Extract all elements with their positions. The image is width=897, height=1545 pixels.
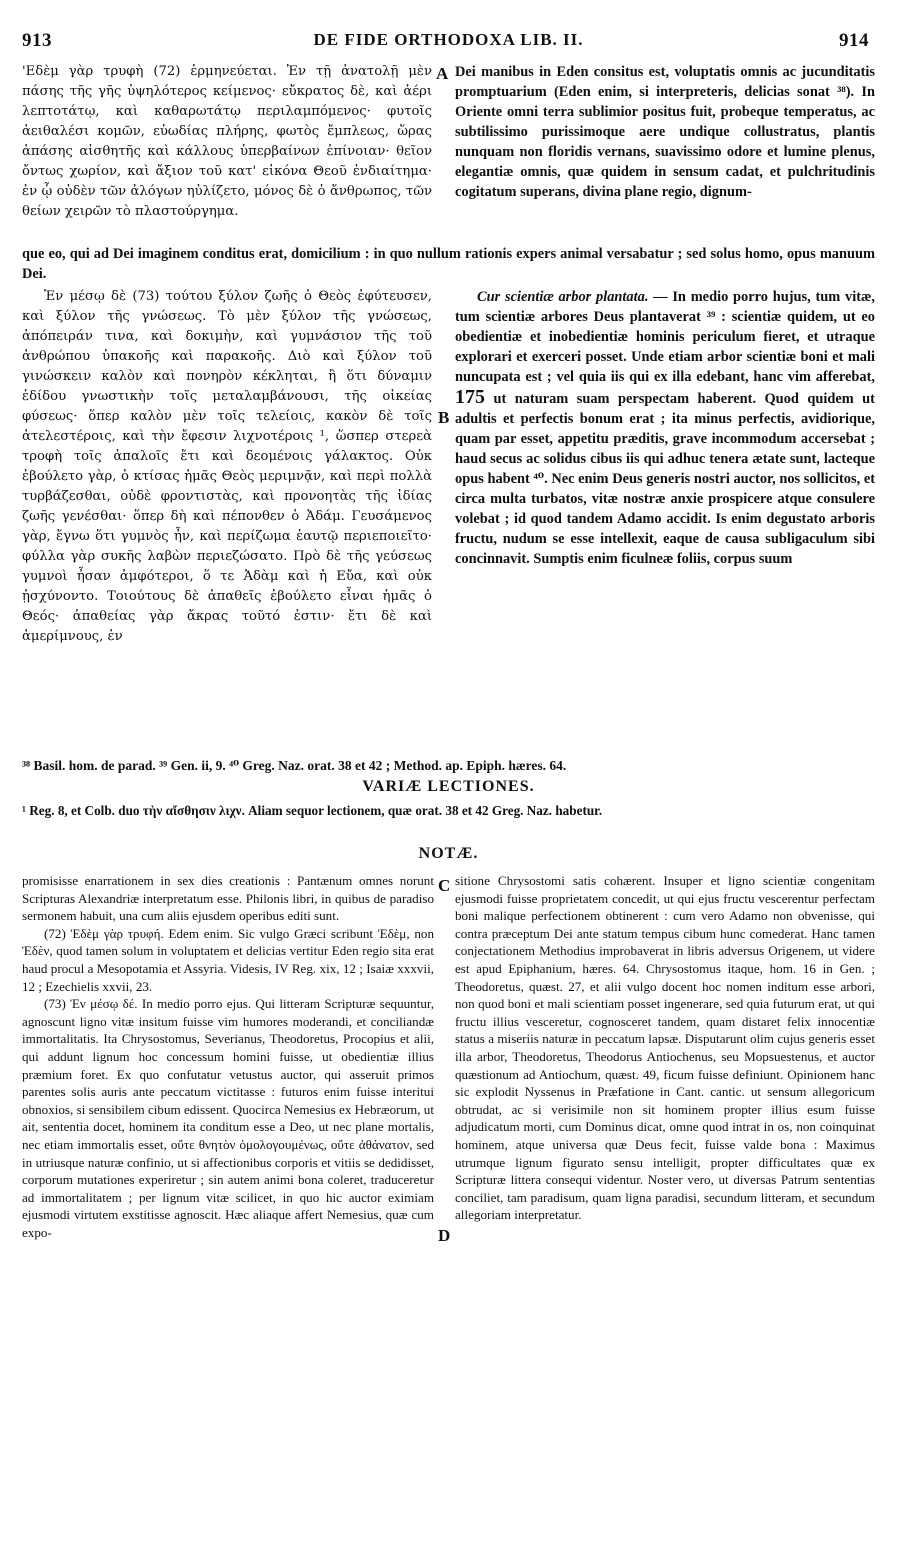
note-72: (72) Ἐδὲμ γὰρ τρυφή. Edem enim. Sic vulgo Græci scribunt Ἐδὲμ, non Ἐδὲν, quod tamen solum in voluptatem et delicias vertitur Eden regio sita erat haud procul a Mesopotamia et Assyria. Videsis, IV Reg. xix, 12 ; Isaiæ xxxvii, 12 ; Ezechielis xxvii, 23. [22, 925, 434, 994]
footnotes: ³⁸ Basil. hom. de parad. ³⁹ Gen. ii, 9. ⁴⁰ Greg. Naz. orat. 38 et 42 ; Method. ap. Epiph. hæres. 64. [22, 758, 567, 773]
variae-lectiones-heading: VARIÆ LECTIONES. [362, 778, 535, 795]
greek-column-mid [22, 287, 432, 747]
greek-paragraph-paradise: 'Εδὲμ γὰρ τρυφὴ (72) ἑρμηνεύεται. Ἐν τῇ ἀνατολῇ μὲν πάσης τῆς γῆς ὑψηλότερος κείμενος· εὔκρατος δὲ, καὶ ἀέρι λεπτοτάτῳ, καὶ καθαρωτάτῳ περιλαμπόμενος· φυτοῖς ἀειθαλέσι κομῶν, εὐωδίας πλήρης, φωτὸς ἔμπλεως, ὥρας ἁπάσης αἰσθητῆς καὶ κάλλους ὑπερβαίνων ἐπίνοιαν· θεῖον ὄντως χωρίον, καὶ ἄξιον τοῦ κατ' εἰκόνα Θεοῦ ἐνδιαίτημα· ἐν ᾧ οὐδὲν τῶν ἀλόγων ηὐλίζετο, μόνος δὲ ὁ ἄνθρωπος, τῶν θείων χειρῶν τὸ πλαστούργημα. [22, 64, 432, 219]
greek-column-top [22, 62, 432, 244]
greek-paragraph-trees: Ἐν μέσῳ δὲ (73) τούτου ξύλον ζωῆς ὁ Θεὸς ἐφύτευσεν, καὶ ξύλον τῆς γνώσεως. Τὸ μὲν ξύλον τῆς γνώσεως, ἀπόπειράν τινα, καὶ δοκιμὴν, καὶ γυμνάσιον τῆς τοῦ ἀνθρώπου ὑπακοῆς καὶ παρακοῆς. Διὸ καὶ ξύλον τοῦ γινώσκειν καλὸν καὶ πονηρὸν κέκληται, ἢ ὅτι δύναμιν ἐδίδου γνωστικὴν τοῖς μεταλαμβάνουσι, τῆς οἰκείας φύσεως· ὅπερ καλὸν μὲν τοῖς τελείοις, κακὸν δὲ τοῖς ἀτελεστέροις, καὶ τὴν ἔφεσιν λιχνοτέροις ¹, ὥσπερ στερεὰ τροφὴ τοῖς ἁπαλοῖς ἔτι καὶ δεομένοις γάλακτος. Οὐκ ἐβούλετο γὰρ, ὁ κτίσας ἡμᾶς Θεὸς μεριμνᾷν, καὶ περὶ πολλὰ τυρβάζεσθαι, οὐδὲ φροντιστὰς, καὶ προνοητὰς τῆς ἰδίας ζωῆς γενέσθαι· ὅπερ δὴ καὶ πέπονθεν ὁ Ἀδάμ. Γευσάμενος γὰρ, ἔγνω ὅτι γυμνὸς ἦν, καὶ περίζωμα ἑαυτῷ περιεποιεῖτο· φύλλα γὰρ συκῆς λαβὼν περιεζώσατο. Πρὸ δὲ τῆς γεύσεως γυμνοὶ ἦσαν ἀμφότεροι, ὅ τε Ἀδὰμ καὶ ἡ Εὔα, καὶ οὐκ ᾐσχύνοντο. Τοιούτους δὲ ἀπαθεῖς ἐβούλετο εἶναι ἡμᾶς ὁ Θεός· ἀπαθείας γὰρ ἄκρας τοῦτό ἐστιν· ἔτι δὲ καὶ ἀμερίμνους, ἐν [22, 289, 432, 644]
notes-column-left [22, 872, 434, 1532]
latin-paragraph-trees [455, 287, 875, 569]
notae-heading: NOTÆ. [418, 845, 479, 862]
margin-marker-b: B [438, 408, 450, 427]
latin-paragraph-paradise: Dei manibus in Eden consitus est, voluptatis omnis ac jucunditatis promptuarium (Eden enim, si interpreteris, delicias sonat ³⁸). In Oriente omni terra sublimior positus fuit, probeque temperatus, ac subtilissimo purissimoque aere undique collustratus, plantis nunquam non floridis vernans, suavissimo odore et lumine plenus, elegantiæ omnis, quæ quidem in sensum cadat, et pulchritudinis cogitatum superans, divina plane regio, dignum- [455, 64, 875, 200]
note-continuation: sitione Chrysostomi satis cohærent. Insuper et ligno scientiæ congenitam ejusmodi fuisse proprietatem concedit, ut qui ejus fructu vescerentur perfectam boni malique perfectionem obtinerent : cum vero Adamo non obvenisse, qui contra præceptum Dei ante statum tempus cibum hunc comederat. Hanc tamen conjectationem Methodius improbaverat in libris adversus Origenem, ut videre est apud Epiphanium, hæres. 64. Chrysostomus itaque, hom. 16 in Gen. ; Theodoretus, quæst. 27, et alii vulgo docent hoc nomen inditum esse arbori, non quod boni et mali scientiam posset ingenerare, sed quia futurum erat, ut qui fructu illius vesceretur, cognosceret tandem, quam distaret felix innocentiæ status a miseriis naturæ in peccatum lapsæ. Disputarunt olim cujus generis esset illa arbor, Theodoretus, Theodorus Antiochenus, seu Mopsuestenus, et auctor quæstionum ad Antiochum, quæst. 49, ficum fuisse definiunt. Opinionem hanc sic explodit Nyssenus in Præfatione in Cant. cantic. ut sensum allegoricum obtrudat, ac si verisimile non sit hominem propter illius esum fuisse adjudicatum morti, cum Dominus dicat, omne quod intrat in os, non coinquinat hominem, atque universa quæ Deus fecit, fuisse valde bona : Maximus utrumque lignum figurato sensu intelligit, propter difficultates quæ ex Scripturæ littera consequi videntur. Noster vero, ut diversas Patrum sententias conciliet, tam paradisum, quam ligna paradisi, secundum litteram, et secundum allegoriam interpretatur. [455, 873, 875, 1223]
latin-column-top [455, 62, 875, 244]
margin-marker-c: C [438, 876, 451, 895]
latin-trees-part-b: ut naturam suam perspectam haberent. Quod quidem ut adultis et perfectis bonum erat ; ita minus perfectis, avidiorique, quam par esset, appetitu præditis, grave incommodum accersebat ; haud secus ac solidus cibus iis qui adhuc tenera ætate sunt, lacteque opus habent ⁴⁰. Nec enim Deus generis nostri auctor, nos sollicitos, et circa multa turbatos, vitæ nostræ anxie prospicere atque consulere volebat ; id quod tandem Adamo accidit. Is enim degustato arboris fructu, nudum se esse intellexit, eaque de causa subligaculum sibi concinnavit. Sumptis enim ficulneæ foliis, corpus suum [455, 391, 875, 567]
notes-column-right [455, 872, 875, 1532]
page-number-right: 914 [839, 30, 869, 51]
variae-lectiones-text: ¹ Reg. 8, et Colb. duo τὴν αἴσθησιν λιχν. Aliam sequor lectionem, quæ orat. 38 et 42 Greg. Naz. habetur. [22, 803, 603, 818]
running-title: DE FIDE ORTHODOXA LIB. II. [313, 30, 584, 49]
column-number-175: 175 [455, 386, 485, 408]
note-intro: promisisse enarrationem in sex dies creationis : Pantænum omnes norunt Scripturas Alexandriæ interpretatum esse. Philonis libri, in quibus de paradiso sermonem habuit, una cum aliis ejusdem operibus editi sunt. [22, 873, 434, 924]
note-73: (73) Ἐν μέσῳ δέ. In medio porro ejus. Qui litteram Scripturæ sequuntur, agnoscunt ligno vitæ insitum fuisse vim humores moderandi, et conciliandæ immortalitatis. Ita Chrysostomus, Severianus, Theodoretus, Procopius et alii, qui addunt lignum hoc concessum homini fuisse, ut obedientiæ illius præmium foret. Ex quo confutatur vetustus auctor, qui asseruit primos parentes solis auris ante peccatum victitasse : futuros enim fuisse interitui obnoxios, si sensibilem cibum edissent. Quocirca Nemesius ex Hebræorum, ut ait, sententia docet, hominem ita conditum esse a Deo, ut nec plane mortalis, nec etiam immortalis esset, οὔτε θνητὸν ὁμολογουμένως, οὔτε ἀθάνατον, sed in utriusque naturæ confinio, ut si affectionibus corporis et vitiis se dedidisset, corporum mutationes experiretur ; sin autem animi bona coleret, traduceretur ad immortalitatem ; per lignum vitæ scilicet, in quo hic auctor eximiam ejusmodi virtutem exstitisse agnoscit. Hæc aliaque affert Nemesius, quæ cum expo- [22, 996, 434, 1240]
latin-continuation: que eo, qui ad Dei imaginem conditus erat, domicilium : in quo nullum rationis expers animal versabatur ; sed solus homo, opus manuum Dei. [22, 246, 875, 282]
latin-fullwidth-line [22, 244, 875, 284]
latin-trees-part-a: In medio porro hujus, tum vitæ, tum scientiæ arbores Deus plantaverat ³⁹ : scientiæ quidem, ut eo obedientiæ et inobedientiæ hominis periculum fieret, et utraque explorari et exerceri posset. Unde etiam arbor scientiæ boni et mali nuncupata est ; vel quia iis qui ex illa edebant, hanc vim afferebat, [455, 289, 875, 385]
page-number-left: 913 [22, 30, 52, 51]
latin-column-mid [455, 287, 875, 747]
margin-marker-a: A [436, 64, 449, 83]
margin-marker-d: D [438, 1226, 451, 1245]
section-heading-arbor: Cur scientiæ arbor plantata. — [477, 289, 668, 305]
